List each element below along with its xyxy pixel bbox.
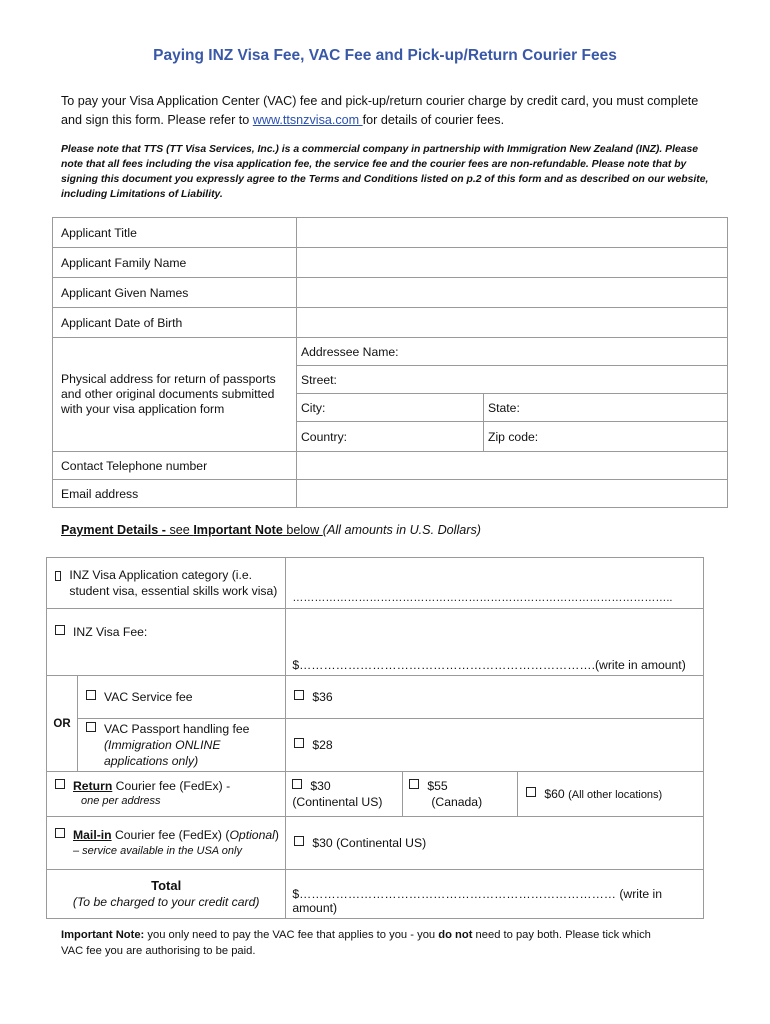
return-canada-amount: $55 <box>427 779 448 793</box>
return-courier-checkbox[interactable] <box>55 779 65 789</box>
mail-in-amount-checkbox[interactable] <box>294 836 304 846</box>
website-link[interactable]: www.ttsnzvisa.com <box>252 113 363 127</box>
vac-passport-checkbox[interactable] <box>86 722 96 732</box>
given-names-label: Applicant Given Names <box>53 278 297 308</box>
notice-paragraph: Please note that TTS (TT Visa Services, Inc.) is a commercial company in partnership with Immigration New Zealand (INZ). Please note that all fees including the visa application fee, the service fee and the courier fees are non-refundable. Please note that by signing this document you expressly agree to the Terms and Conditions listed on p.2 of this form and as described on our website, including Limitations of Liability. <box>61 144 709 200</box>
visa-fee-field[interactable]: $……………………………………………………………….(write in amount) <box>286 609 704 676</box>
date-of-birth-label: Applicant Date of Birth <box>53 308 297 338</box>
zip-field[interactable]: Zip code: <box>484 422 728 452</box>
important-note: Important Note: you only need to pay the VAC fee that applies to you - you do not need to pay both. Please tick which VAC fee you are authorising to be paid. <box>61 929 651 957</box>
city-field[interactable]: City: <box>297 394 484 422</box>
category-field[interactable]: ………………………………………………………………………………………….. <box>286 558 704 609</box>
visa-fee-checkbox[interactable] <box>55 625 65 635</box>
family-name-label: Applicant Family Name <box>53 248 297 278</box>
vac-service-checkbox[interactable] <box>86 690 96 700</box>
addressee-field[interactable]: Addressee Name: <box>297 338 728 366</box>
total-note: (To be charged to your credit card) <box>72 895 260 909</box>
applicant-title-field[interactable] <box>297 218 728 248</box>
mail-in-amount: $30 <box>312 836 333 850</box>
applicant-table <box>52 217 728 508</box>
date-of-birth-field[interactable] <box>297 308 728 338</box>
mail-in-courier-note: – service available in the USA only <box>73 845 242 857</box>
total-label: Total <box>151 878 182 893</box>
phone-label: Contact Telephone number <box>53 452 297 480</box>
country-field[interactable]: Country: <box>297 422 484 452</box>
mail-in-location: (Continental US) <box>336 836 427 850</box>
payment-table: INZ Visa Application category (i.e. student visa, essential skills work visa) ………………………………………………………………………………………….. INZ Visa Fee: $……………………………………………………………….(write in amount) OR VAC Service fee $36 VAC Passport handling fee (Immigration ONLINE applications only) $28 Return Courier fee (FedEx) - one per address $30 (Continental US) $55 (Canada) $60 (All other locations) Mail-in Courier fee (FedEx) (Optional) – service available in the USA only $30 (Continental US) Total (To be charged to your credit card) $…………………………………………………………………… (write in amount) <box>46 557 704 919</box>
return-us-location: (Continental US) <box>292 795 383 809</box>
return-courier-note: one per address <box>81 795 161 807</box>
family-name-field[interactable] <box>297 248 728 278</box>
state-field[interactable]: State: <box>484 394 728 422</box>
email-field[interactable] <box>297 480 728 508</box>
applicant-title-label: Applicant Title <box>53 218 297 248</box>
return-canada-location: (Canada) <box>431 795 483 809</box>
vac-passport-amount-checkbox[interactable] <box>294 738 304 748</box>
category-checkbox[interactable] <box>55 571 61 581</box>
return-other-amount: $60 <box>544 787 565 801</box>
form-title: Paying INZ Visa Fee, VAC Fee and Pick-up/Return Courier Fees <box>153 47 617 64</box>
given-names-field[interactable] <box>297 278 728 308</box>
mail-in-courier-checkbox[interactable] <box>55 828 65 838</box>
vac-service-amount: $36 <box>312 690 333 704</box>
vac-service-label: VAC Service fee <box>104 690 193 704</box>
vac-passport-amount: $28 <box>312 738 333 752</box>
intro-paragraph: To pay your Visa Application Center (VAC) fee and pick-up/return courier charge by credit card, you must complete and sign this form. Please refer to www.ttsnzvisa.com for details of courier fees. <box>61 94 699 127</box>
vac-passport-label: VAC Passport handling fee <box>104 722 250 736</box>
payment-heading: Payment Details - see Important Note below (All amounts in U.S. Dollars) <box>61 523 481 537</box>
vac-passport-note: (Immigration ONLINE applications only) <box>104 738 221 768</box>
return-us-checkbox[interactable] <box>292 779 302 789</box>
return-other-location: (All other locations) <box>568 789 663 801</box>
return-us-amount: $30 <box>310 779 331 793</box>
address-label: Physical address for return of passports and other original documents submitted with your visa application form <box>53 338 297 452</box>
street-field[interactable]: Street: <box>297 366 728 394</box>
category-label: INZ Visa Application category (i.e. student visa, essential skills work visa) <box>69 568 278 598</box>
or-label: OR <box>47 676 78 772</box>
total-field[interactable]: $…………………………………………………………………… (write in amount) <box>286 870 704 919</box>
phone-field[interactable] <box>297 452 728 480</box>
visa-fee-label: INZ Visa Fee: <box>73 625 148 639</box>
vac-service-amount-checkbox[interactable] <box>294 690 304 700</box>
return-other-checkbox[interactable] <box>526 787 536 797</box>
email-label: Email address <box>53 480 297 508</box>
return-canada-checkbox[interactable] <box>409 779 419 789</box>
